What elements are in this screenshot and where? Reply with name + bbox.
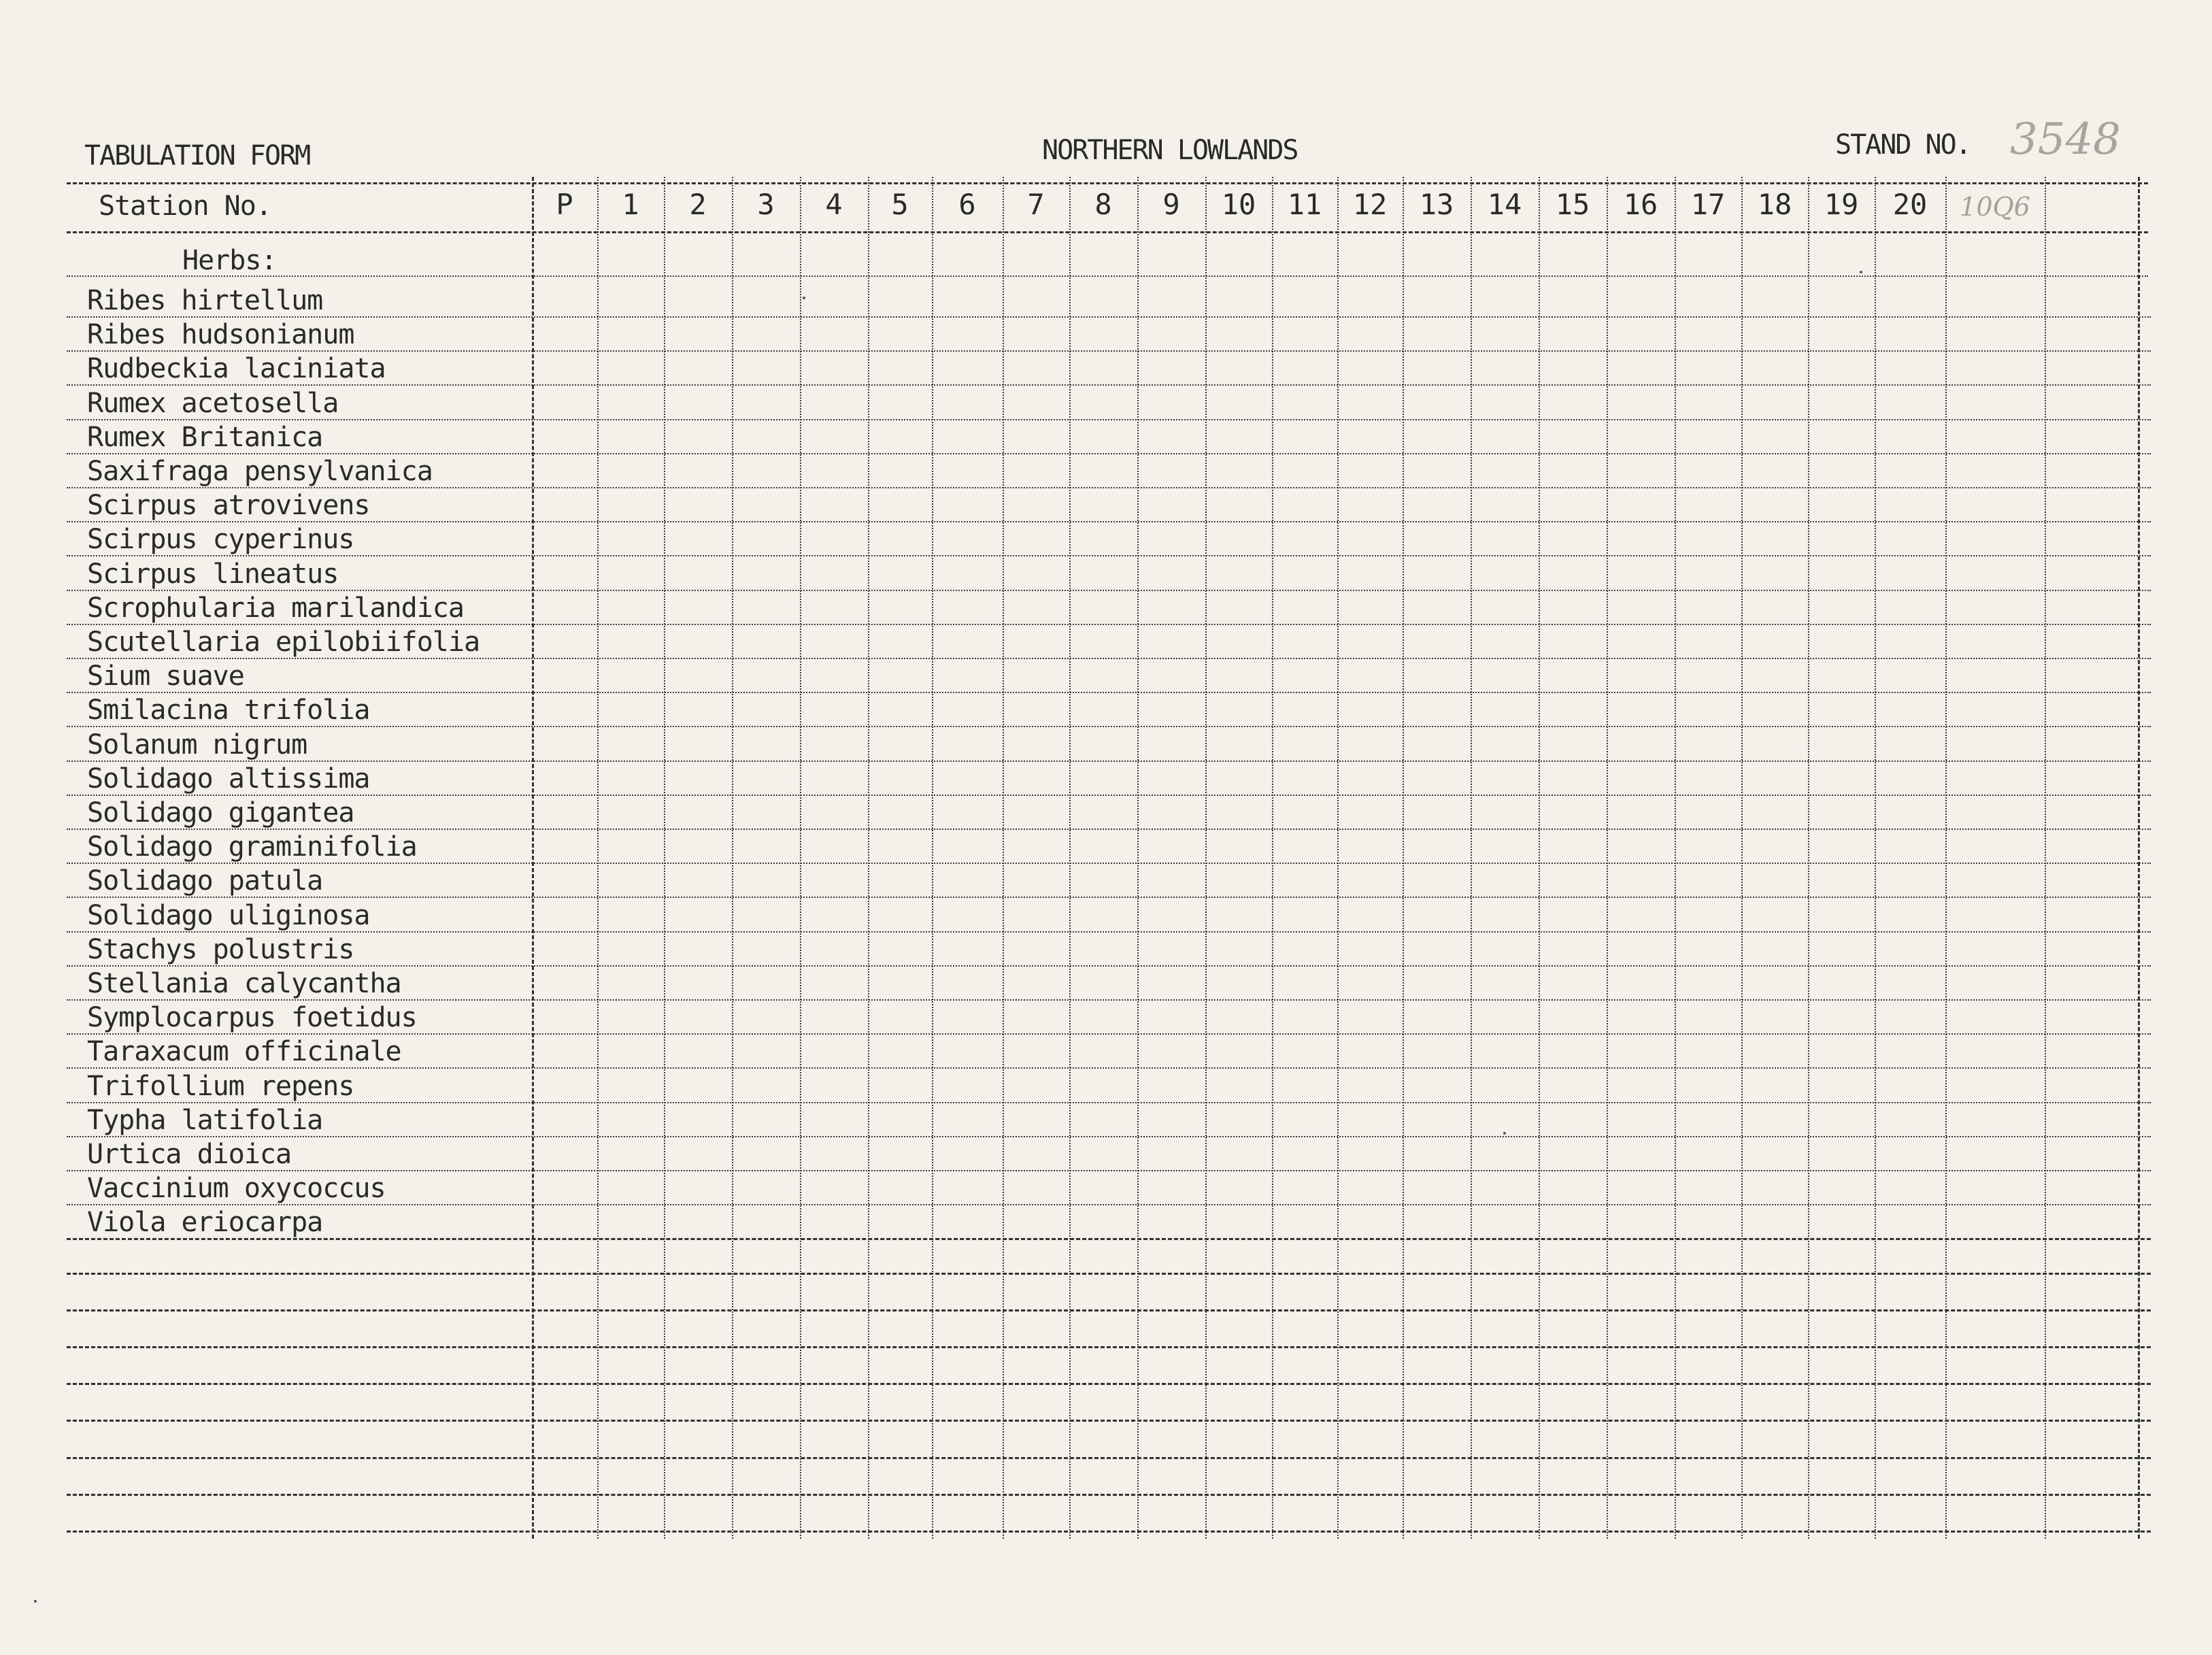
column-rule (1675, 177, 1676, 1539)
row-rule (67, 555, 2151, 556)
column-rule (1607, 177, 1608, 1539)
species-label: Taraxacum officinale (87, 1036, 401, 1068)
column-rule (1945, 177, 1947, 1539)
station-label: Station No. (99, 190, 271, 222)
column-header: 12 (1352, 188, 1388, 221)
column-header: 10 (1221, 188, 1256, 221)
species-label: Trifollium repens (87, 1070, 354, 1102)
column-header: 2 (689, 188, 707, 221)
species-label: Symplocarpus foetidus (87, 1002, 417, 1034)
paper-speck (34, 1600, 37, 1603)
header-top-rule (67, 182, 2148, 184)
species-label: Sium suave (87, 661, 244, 692)
species-label: Stachys polustris (87, 933, 354, 965)
column-header: 20 (1892, 188, 1928, 221)
column-header: 10Q6 (1960, 192, 2030, 222)
row-rule (67, 487, 2151, 488)
row-rule (67, 897, 2151, 898)
species-label: Rudbeckia laciniata (87, 353, 386, 385)
column-header: 3 (757, 188, 775, 221)
species-label: Ribes hudsonianum (87, 319, 354, 351)
row-rule (67, 1204, 2151, 1205)
region-title: NORTHERN LOWLANDS (1042, 135, 1298, 166)
column-header: 13 (1419, 188, 1454, 221)
column-header: 18 (1757, 188, 1792, 221)
column-rule (2138, 177, 2140, 1539)
stand-number: 3548 (2010, 114, 2121, 165)
column-rule (532, 177, 534, 1539)
section-rule (67, 275, 2148, 277)
column-header: 17 (1690, 188, 1726, 221)
species-label: Saxifraga pensylvanica (87, 456, 433, 487)
column-header: 14 (1487, 188, 1522, 221)
paper-speck (1503, 1132, 1506, 1135)
row-rule (67, 1420, 2151, 1422)
species-label: Solanum nigrum (87, 729, 307, 760)
column-rule (1337, 177, 1339, 1539)
column-header: 8 (1094, 188, 1112, 221)
row-rule (67, 863, 2151, 864)
row-rule (67, 590, 2151, 591)
row-rule (67, 1238, 2151, 1240)
row-rule (67, 829, 2151, 830)
column-rule (2045, 177, 2046, 1539)
column-rule (800, 177, 801, 1539)
species-label: Ribes hirtellum (87, 285, 323, 316)
form-title: TABULATION FORM (84, 140, 310, 171)
column-rule (868, 177, 869, 1539)
species-label: Scrophularia marilandica (87, 592, 464, 624)
row-rule (67, 795, 2151, 796)
column-rule (1272, 177, 1273, 1539)
column-header: 1 (622, 188, 639, 221)
row-rule (67, 1457, 2151, 1459)
species-label: Vaccinium oxycoccus (87, 1173, 386, 1205)
column-rule (1875, 177, 1876, 1539)
column-header: 19 (1824, 188, 1859, 221)
header-bottom-rule (67, 231, 2148, 233)
column-header: 7 (1027, 188, 1045, 221)
column-rule (932, 177, 933, 1539)
row-rule (67, 350, 2151, 352)
row-rule (67, 419, 2151, 420)
column-header: 6 (958, 188, 976, 221)
row-rule (67, 692, 2151, 693)
column-header: 5 (891, 188, 909, 221)
species-label: Scirpus lineatus (87, 558, 339, 590)
row-rule (67, 1346, 2151, 1348)
row-rule (67, 1494, 2151, 1496)
column-rule (1808, 177, 1809, 1539)
species-label: Solidago gigantea (87, 797, 354, 829)
row-rule (67, 521, 2151, 522)
row-rule (67, 1170, 2151, 1171)
row-rule (67, 384, 2151, 386)
row-rule (67, 1531, 2151, 1533)
row-rule (67, 1383, 2151, 1385)
row-rule (67, 999, 2151, 1001)
column-rule (1539, 177, 1540, 1539)
column-rule (1471, 177, 1472, 1539)
species-label: Urtica dioica (87, 1139, 292, 1170)
row-rule (67, 624, 2151, 625)
stand-label: STAND NO. (1835, 129, 1971, 161)
column-rule (1069, 177, 1071, 1539)
row-rule (67, 1102, 2151, 1103)
column-rule (597, 177, 599, 1539)
row-rule (67, 1033, 2151, 1035)
row-rule (67, 1309, 2151, 1311)
species-label: Scirpus cyperinus (87, 524, 354, 556)
paper-speck (1860, 271, 1862, 273)
species-label: Solidago uliginosa (87, 899, 370, 931)
row-rule (67, 931, 2151, 933)
column-rule (1741, 177, 1743, 1539)
row-rule (67, 965, 2151, 967)
row-rule (67, 1136, 2151, 1137)
species-label: Typha latifolia (87, 1104, 323, 1136)
column-rule (1205, 177, 1207, 1539)
species-label: Stellania calycantha (87, 968, 401, 999)
row-rule (67, 760, 2151, 762)
row-rule (67, 453, 2151, 454)
species-label: Scirpus atrovivens (87, 490, 370, 522)
column-header: 9 (1162, 188, 1180, 221)
species-label: Rumex acetosella (87, 387, 339, 419)
row-rule (67, 658, 2151, 659)
species-label: Viola eriocarpa (87, 1207, 323, 1239)
row-rule (67, 316, 2151, 318)
row-rule (67, 1273, 2151, 1275)
column-rule (732, 177, 733, 1539)
row-rule (67, 1067, 2151, 1069)
species-label: Scutellaria epilobiifolia (87, 626, 480, 658)
column-header: 11 (1287, 188, 1322, 221)
column-header: P (556, 188, 573, 221)
column-rule (664, 177, 665, 1539)
column-header: 16 (1623, 188, 1658, 221)
column-header: 15 (1555, 188, 1590, 221)
column-header: 4 (825, 188, 843, 221)
species-label: Solidago graminifolia (87, 831, 417, 863)
column-rule (1403, 177, 1404, 1539)
species-label: Solidago altissima (87, 763, 370, 795)
column-rule (1137, 177, 1139, 1539)
species-label: Solidago patula (87, 865, 323, 897)
column-rule (1003, 177, 1004, 1539)
species-label: Rumex Britanica (87, 421, 323, 453)
row-rule (67, 726, 2151, 727)
paper-speck (803, 297, 805, 299)
species-label: Smilacina trifolia (87, 695, 370, 726)
herbs-section-label: Herbs: (182, 245, 277, 276)
